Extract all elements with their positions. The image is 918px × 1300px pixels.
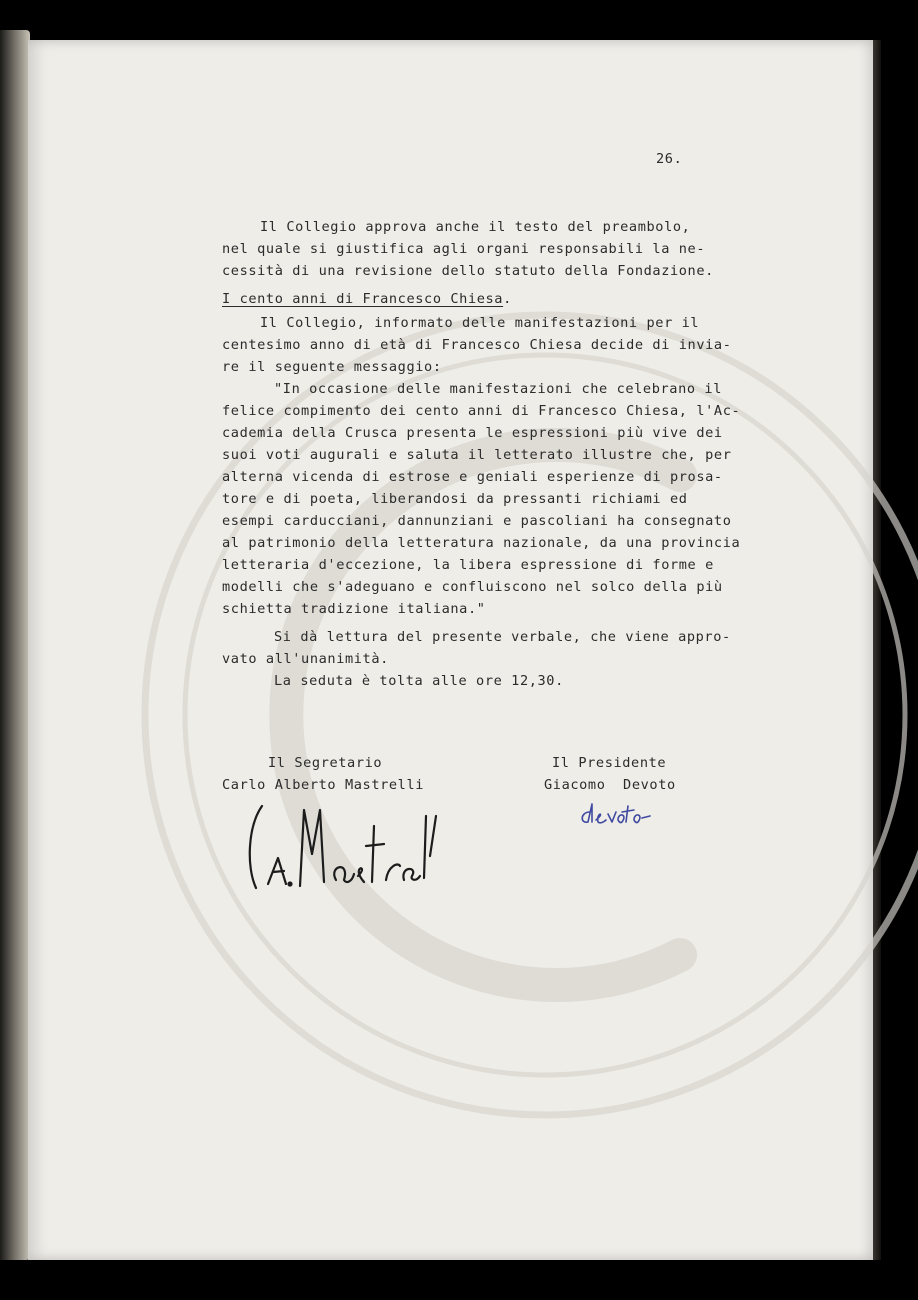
secretary-title: Il Segretario — [268, 755, 383, 771]
message-line-6: tore e di poeta, liberandosi da pressanti richiami ed — [222, 491, 688, 507]
page-number: 26. — [656, 151, 683, 167]
message-line-9: letteraria d'eccezione, la libera espressione di forme e — [222, 557, 714, 573]
secretary-name: Carlo Alberto Mastrelli — [222, 777, 425, 793]
book-left-page-edge — [0, 30, 30, 1260]
paragraph-3-line-1: Si dà lettura del presente verbale, che viene appro- — [274, 629, 731, 645]
paragraph-1-line-2: nel quale si giustifica agli organi responsabili la ne- — [222, 241, 706, 257]
president-name: Giacomo Devoto — [544, 777, 676, 793]
paragraph-1-line-1: Il Collegio approva anche il testo del preambolo, — [260, 219, 691, 235]
message-line-10: modelli che s'adeguano e confluiscono nel solco della più — [222, 579, 723, 595]
message-line-3: cademia della Crusca presenta le espressioni più vive dei — [222, 425, 723, 441]
paragraph-1-line-3: cessità di una revisione dello statuto della Fondazione. — [222, 263, 714, 279]
closing-line: La seduta è tolta alle ore 12,30. — [274, 673, 564, 689]
section-heading-period: . — [503, 291, 512, 307]
section-heading — [222, 288, 512, 310]
message-line-8: al patrimonio della letteratura nazionale, da una provincia — [222, 535, 741, 551]
section-heading-text: I cento anni di Francesco Chiesa — [222, 291, 504, 307]
book-right-edge — [873, 40, 881, 1260]
president-title: Il Presidente — [552, 755, 667, 771]
message-line-5: alterna vicenda di estrose e geniali esperienze di prosa- — [222, 469, 723, 485]
message-line-2: felice compimento dei cento anni di Francesco Chiesa, l'Ac- — [222, 403, 741, 419]
paragraph-2-line-1: Il Collegio, informato delle manifestazioni per il — [260, 315, 700, 331]
message-line-7: esempi carducciani, dannunziani e pascoliani ha consegnato — [222, 513, 732, 529]
message-line-4: suoi voti augurali e saluta il letterato illustre che, per — [222, 447, 732, 463]
message-line-11: schietta tradizione italiana." — [222, 601, 486, 617]
paragraph-2-line-2: centesimo anno di età di Francesco Chiesa decide di invia- — [222, 337, 732, 353]
paragraph-2-line-3: re il seguente messaggio: — [222, 359, 442, 375]
paragraph-3-line-2: vato all'unanimità. — [222, 651, 389, 667]
message-line-1: "In occasione delle manifestazioni che celebrano il — [274, 381, 722, 397]
